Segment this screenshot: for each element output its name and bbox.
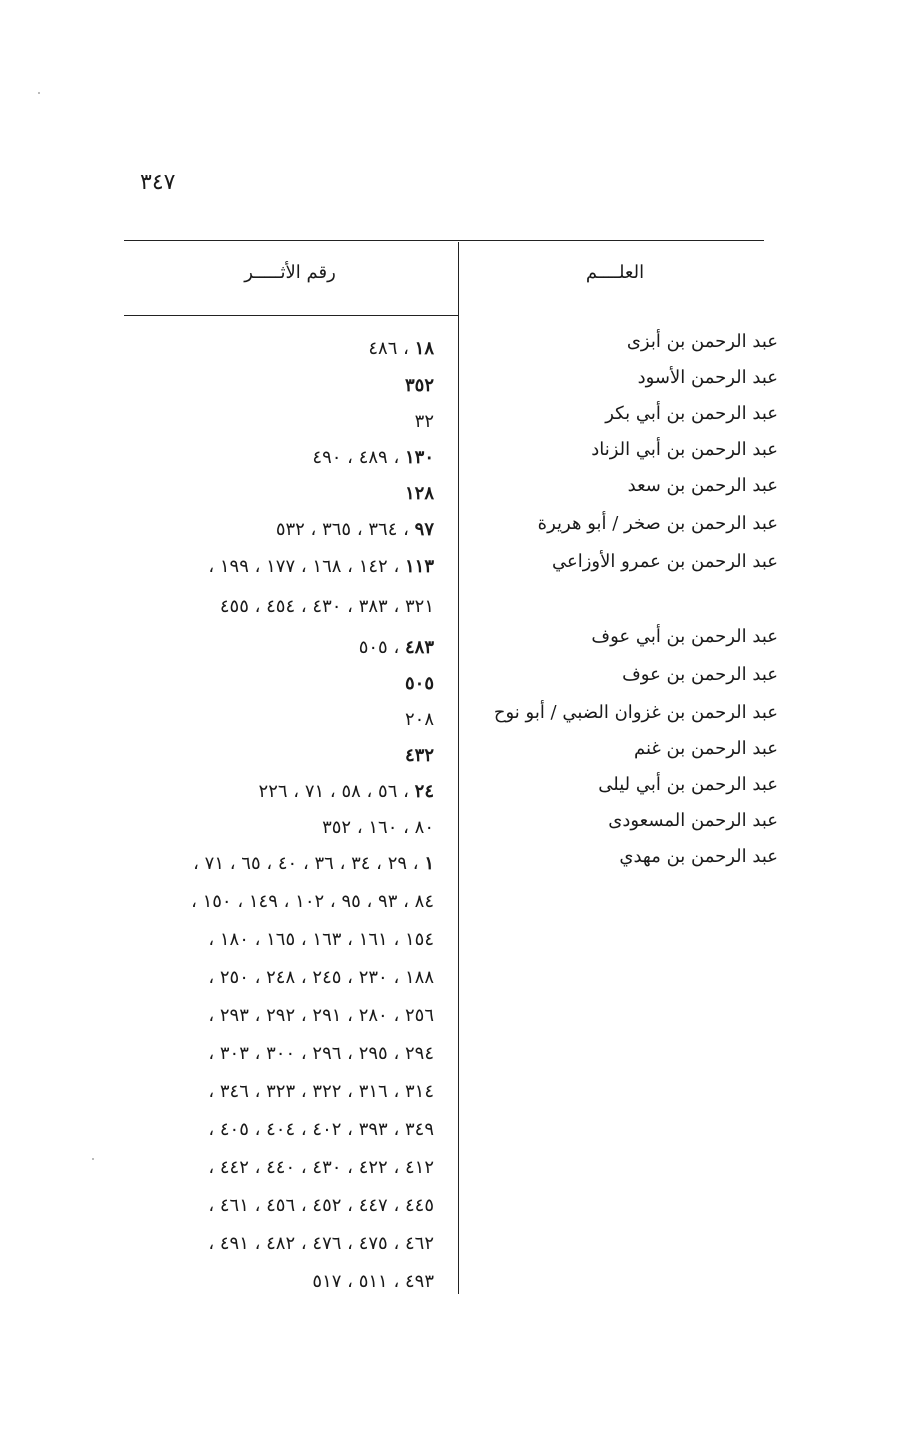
entry-name: عبد الرحمن بن أبزى	[626, 331, 778, 352]
entry-references	[208, 931, 434, 949]
other-references: ٤٤٥ ، ٤٤٧ ، ٤٥٢ ، ٤٥٦ ، ٤٦١ ،	[208, 1195, 434, 1216]
entry-name: عبد الرحمن بن صخر / أبو هريرة	[537, 513, 778, 534]
other-references: ٤٦٢ ، ٤٧٥ ، ٤٧٦ ، ٤٨٢ ، ٤٩١ ،	[208, 1233, 434, 1254]
other-references: ٤١٢ ، ٤٢٢ ، ٤٣٠ ، ٤٤٠ ، ٤٤٢ ،	[208, 1157, 434, 1178]
other-references: ٢٩٤ ، ٢٩٥ ، ٢٩٦ ، ٣٠٠ ، ٣٠٣ ،	[208, 1043, 434, 1064]
primary-reference: ٢٤	[414, 781, 434, 802]
other-references: ، ٥٦ ، ٥٨ ، ٧١ ، ٢٢٦	[258, 781, 415, 802]
entry-name: عبد الرحمن بن عمرو الأوزاعي	[551, 551, 778, 572]
table-top-rule	[124, 240, 764, 241]
entry-name: عبد الرحمن بن سعد	[627, 475, 778, 496]
entry-references	[322, 819, 434, 837]
entry-references	[405, 675, 434, 693]
header-bottom-rule	[124, 315, 459, 316]
entry-name: عبد الرحمن الأسود	[637, 367, 778, 388]
other-references: ١٥٤ ، ١٦١ ، ١٦٣ ، ١٦٥ ، ١٨٠ ،	[208, 929, 434, 950]
primary-reference: ١	[424, 853, 434, 874]
entry-name: عبد الرحمن بن أبي عوف	[591, 626, 778, 647]
other-references: ٨٠ ، ١٦٠ ، ٣٥٢	[322, 817, 434, 838]
page-number: ٣٤٧	[140, 170, 176, 195]
entry-name: عبد الرحمن المسعودى	[608, 810, 778, 831]
entry-references	[405, 711, 434, 729]
primary-reference: ١٢٨	[404, 483, 434, 504]
entry-references	[191, 893, 434, 911]
primary-reference: ٣٥٢	[404, 375, 434, 396]
entry-references	[208, 1235, 434, 1253]
primary-reference: ٥٠٥	[404, 673, 434, 694]
other-references: ، ٤٨٩ ، ٤٩٠	[312, 447, 405, 468]
entry-references	[208, 1159, 434, 1177]
entry-references	[208, 1083, 434, 1101]
primary-reference: ١١٣	[404, 556, 434, 577]
entry-references	[208, 969, 434, 987]
other-references: ٣١٤ ، ٣١٦ ، ٣٢٢ ، ٣٢٣ ، ٣٤٦ ،	[208, 1081, 434, 1102]
primary-reference: ٩٧	[414, 519, 434, 540]
other-references: ، ٥٠٥	[358, 637, 405, 658]
entry-name: عبد الرحمن بن أبي بكر	[605, 403, 778, 424]
entry-references	[405, 747, 434, 765]
entry-references	[415, 413, 434, 431]
other-references: ٤٩٣ ، ٥١١ ، ٥١٧	[312, 1271, 434, 1292]
column-header-name: العلــــم	[585, 262, 645, 283]
entry-name: عبد الرحمن بن أبي الزناد	[591, 439, 778, 460]
primary-reference: ١٨	[414, 338, 434, 359]
column-divider	[458, 242, 459, 1294]
other-references: ، ٢٩ ، ٣٤ ، ٣٦ ، ٤٠ ، ٦٥ ، ٧١ ،	[193, 853, 425, 874]
entry-references	[208, 1197, 434, 1215]
entry-references	[193, 855, 434, 873]
other-references: ، ١٤٢ ، ١٦٨ ، ١٧٧ ، ١٩٩ ،	[208, 556, 405, 577]
entry-references	[312, 1273, 434, 1291]
entry-references	[208, 1045, 434, 1063]
entry-name: عبد الرحمن بن غنم	[634, 738, 778, 759]
entry-references	[208, 1121, 434, 1139]
entry-references	[368, 340, 434, 358]
entry-references	[259, 783, 434, 801]
primary-reference: ٤٨٣	[404, 637, 434, 658]
other-references: ٢٥٦ ، ٢٨٠ ، ٢٩١ ، ٢٩٢ ، ٢٩٣ ،	[208, 1005, 434, 1026]
entry-name: عبد الرحمن بن أبي ليلى	[598, 774, 778, 795]
other-references: ٨٤ ، ٩٣ ، ٩٥ ، ١٠٢ ، ١٤٩ ، ١٥٠ ،	[191, 891, 434, 912]
entry-references	[405, 485, 434, 503]
scan-speck	[92, 1158, 94, 1160]
other-references: ٢٠٨	[404, 709, 434, 730]
entry-references	[276, 521, 434, 539]
other-references: ، ٣٦٤ ، ٣٦٥ ، ٥٣٢	[275, 519, 415, 540]
entry-references	[312, 449, 434, 467]
other-references: ٣٢١ ، ٣٨٣ ، ٤٣٠ ، ٤٥٤ ، ٤٥٥	[219, 596, 434, 617]
primary-reference: ٤٣٢	[404, 745, 434, 766]
entry-references	[208, 558, 434, 576]
primary-reference: ١٣٠	[404, 447, 434, 468]
entry-references	[359, 639, 434, 657]
other-references: ٣٢	[414, 411, 434, 432]
other-references: ١٨٨ ، ٢٣٠ ، ٢٤٥ ، ٢٤٨ ، ٢٥٠ ،	[208, 967, 434, 988]
entry-name: عبد الرحمن بن غزوان الضبي / أبو نوح	[493, 702, 778, 723]
column-header-refs: رقم الأثـــــر	[244, 262, 336, 283]
scan-speck	[38, 92, 40, 94]
other-references: ٣٤٩ ، ٣٩٣ ، ٤٠٢ ، ٤٠٤ ، ٤٠٥ ،	[208, 1119, 434, 1140]
entry-name: عبد الرحمن بن عوف	[622, 664, 778, 685]
entry-references	[405, 377, 434, 395]
entry-references	[220, 598, 434, 616]
entry-name: عبد الرحمن بن مهدي	[619, 846, 778, 867]
other-references: ، ٤٨٦	[368, 338, 415, 359]
entry-references	[208, 1007, 434, 1025]
